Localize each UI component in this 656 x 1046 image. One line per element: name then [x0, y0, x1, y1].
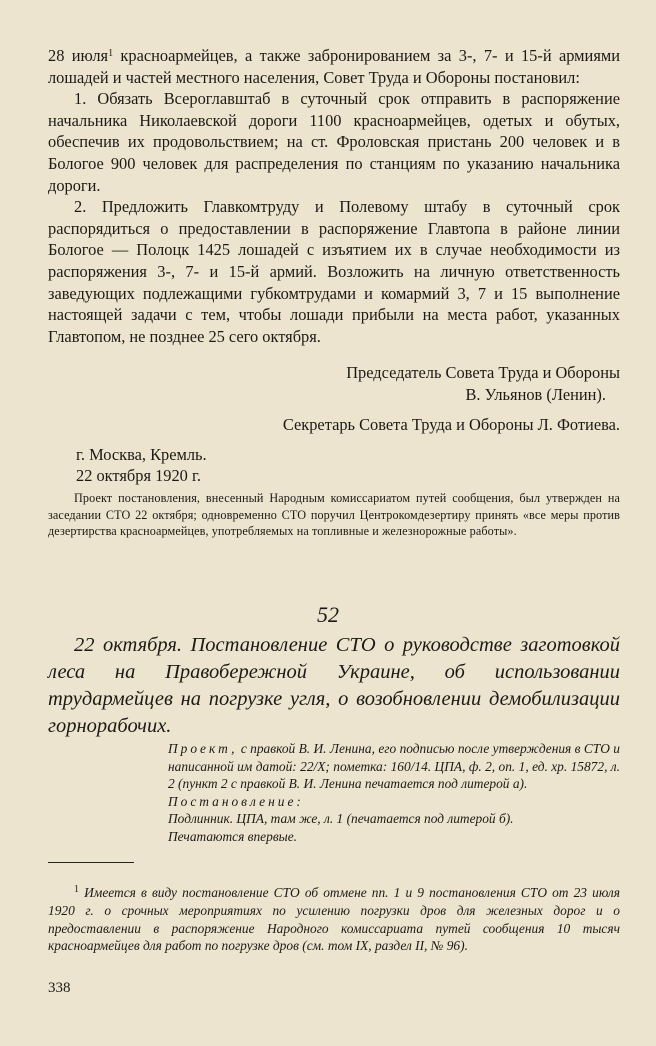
source-resolution-label: Постановление: [168, 793, 304, 809]
document-heading: 22 октября. Постановление СТО о руководстве заготовкой леса на Правобережной Украине, об использовании трудармейцев на погрузке угля, о возобновлении демобилизации горнорабочих. [48, 634, 620, 737]
paragraph-point-1: 1. Обязать Всероглавштаб в суточный срок отправить в распоряжение начальника Николаевской дороги 1100 красноармейцев, одетых и обутых, обеспечив их продовольствием; на ст. Фроловская пристань 200 человек и в Бологое 900 человек для распределения по станциям по указанию начальника дороги. [48, 89, 620, 195]
signatures [48, 362, 620, 487]
secretary-signature: Секретарь Совета Труда и Обороны Л. Фотиева. [282, 415, 620, 435]
paragraph-intro [48, 45, 620, 88]
intro-date: 28 июля [48, 46, 109, 65]
source-first-print: Печатаются впервые. [168, 828, 297, 844]
source-draft-text: с правкой В. И. Ленина, его подписью после утверждения в СТО и написанной им датой: 22/X; пометка: 160/14. ЦПА, ф. 2, оп. 1, ед. хр. 15872, л. 2 (пункт 2 с правкой В. И. Ленина печатается под литерой а). [168, 741, 620, 792]
source-draft-label: Проект, [168, 741, 238, 756]
chairman-title: Председатель Совета Труда и Обороны [346, 363, 620, 382]
footnote-divider [48, 862, 134, 863]
source-original: Подлинник. ЦПА, там же, л. 1 (печатается под литерой б). [168, 811, 514, 827]
editorial-note [48, 490, 620, 540]
footnote-body: Имеется в виду постановление СТО об отмене пп. 1 и 9 постановления СТО от 23 июля 1920 г. о срочных мероприятиях по усилению погрузки дров для железных дорог и о предоставлении в распоряжение Народного комиссариата путей сообщения 10 тысяч красноармейцев для работ по погрузке дров (см. том IX, раздел II, № 96). [48, 885, 620, 954]
main-text [48, 45, 620, 347]
editorial-note-text: Проект постановления, внесенный Народным комиссариатом путей сообщения, был утвержден на заседании СТО 22 октября; одновременно СТО поручил Центрокомдезертиру принять «все меры против дезертирства красноармейцев, употребляемых на топливные и железнорожные работы». [48, 491, 620, 539]
chairman-name: В. Ульянов (Ленин). [465, 384, 606, 404]
place: г. Москва, Кремль. [76, 444, 207, 464]
page-number: 338 [48, 980, 71, 996]
document-heading-block [48, 632, 620, 740]
source-block [168, 740, 620, 846]
footnote-text [48, 884, 620, 955]
date: 22 октября 1920 г. [76, 466, 201, 486]
intro-text: красноармейцев, а также забронированием за 3-, 7- и 15-й армиями лошадей и частей местного населения, Совет Труда и Обороны постановил: [48, 46, 620, 87]
footnote-ref: 1 [108, 48, 114, 59]
source-draft [168, 740, 620, 793]
footnote-mark: 1 [74, 884, 79, 895]
document-number: 52 [317, 602, 339, 627]
paragraph-point-2: 2. Предложить Главкомтруду и Полевому штабу в суточный срок распорядиться о предоставлении в распоряжение Главтопа в районе линии Бологое — Полоцк 1425 лошадей с изъятием их в случае необходимости из распоряжения 3-, 7- и 15-й армий. Возложить на личную ответственность заведующих подлежащими губкомтрудами и комармий 3, 7 и 15 выполнение настоящей задачи с тем, чтобы лошади прибыли на места работ, указанных Главтопом, не позднее 25 сего октября. [48, 197, 620, 346]
footnote [48, 884, 620, 955]
